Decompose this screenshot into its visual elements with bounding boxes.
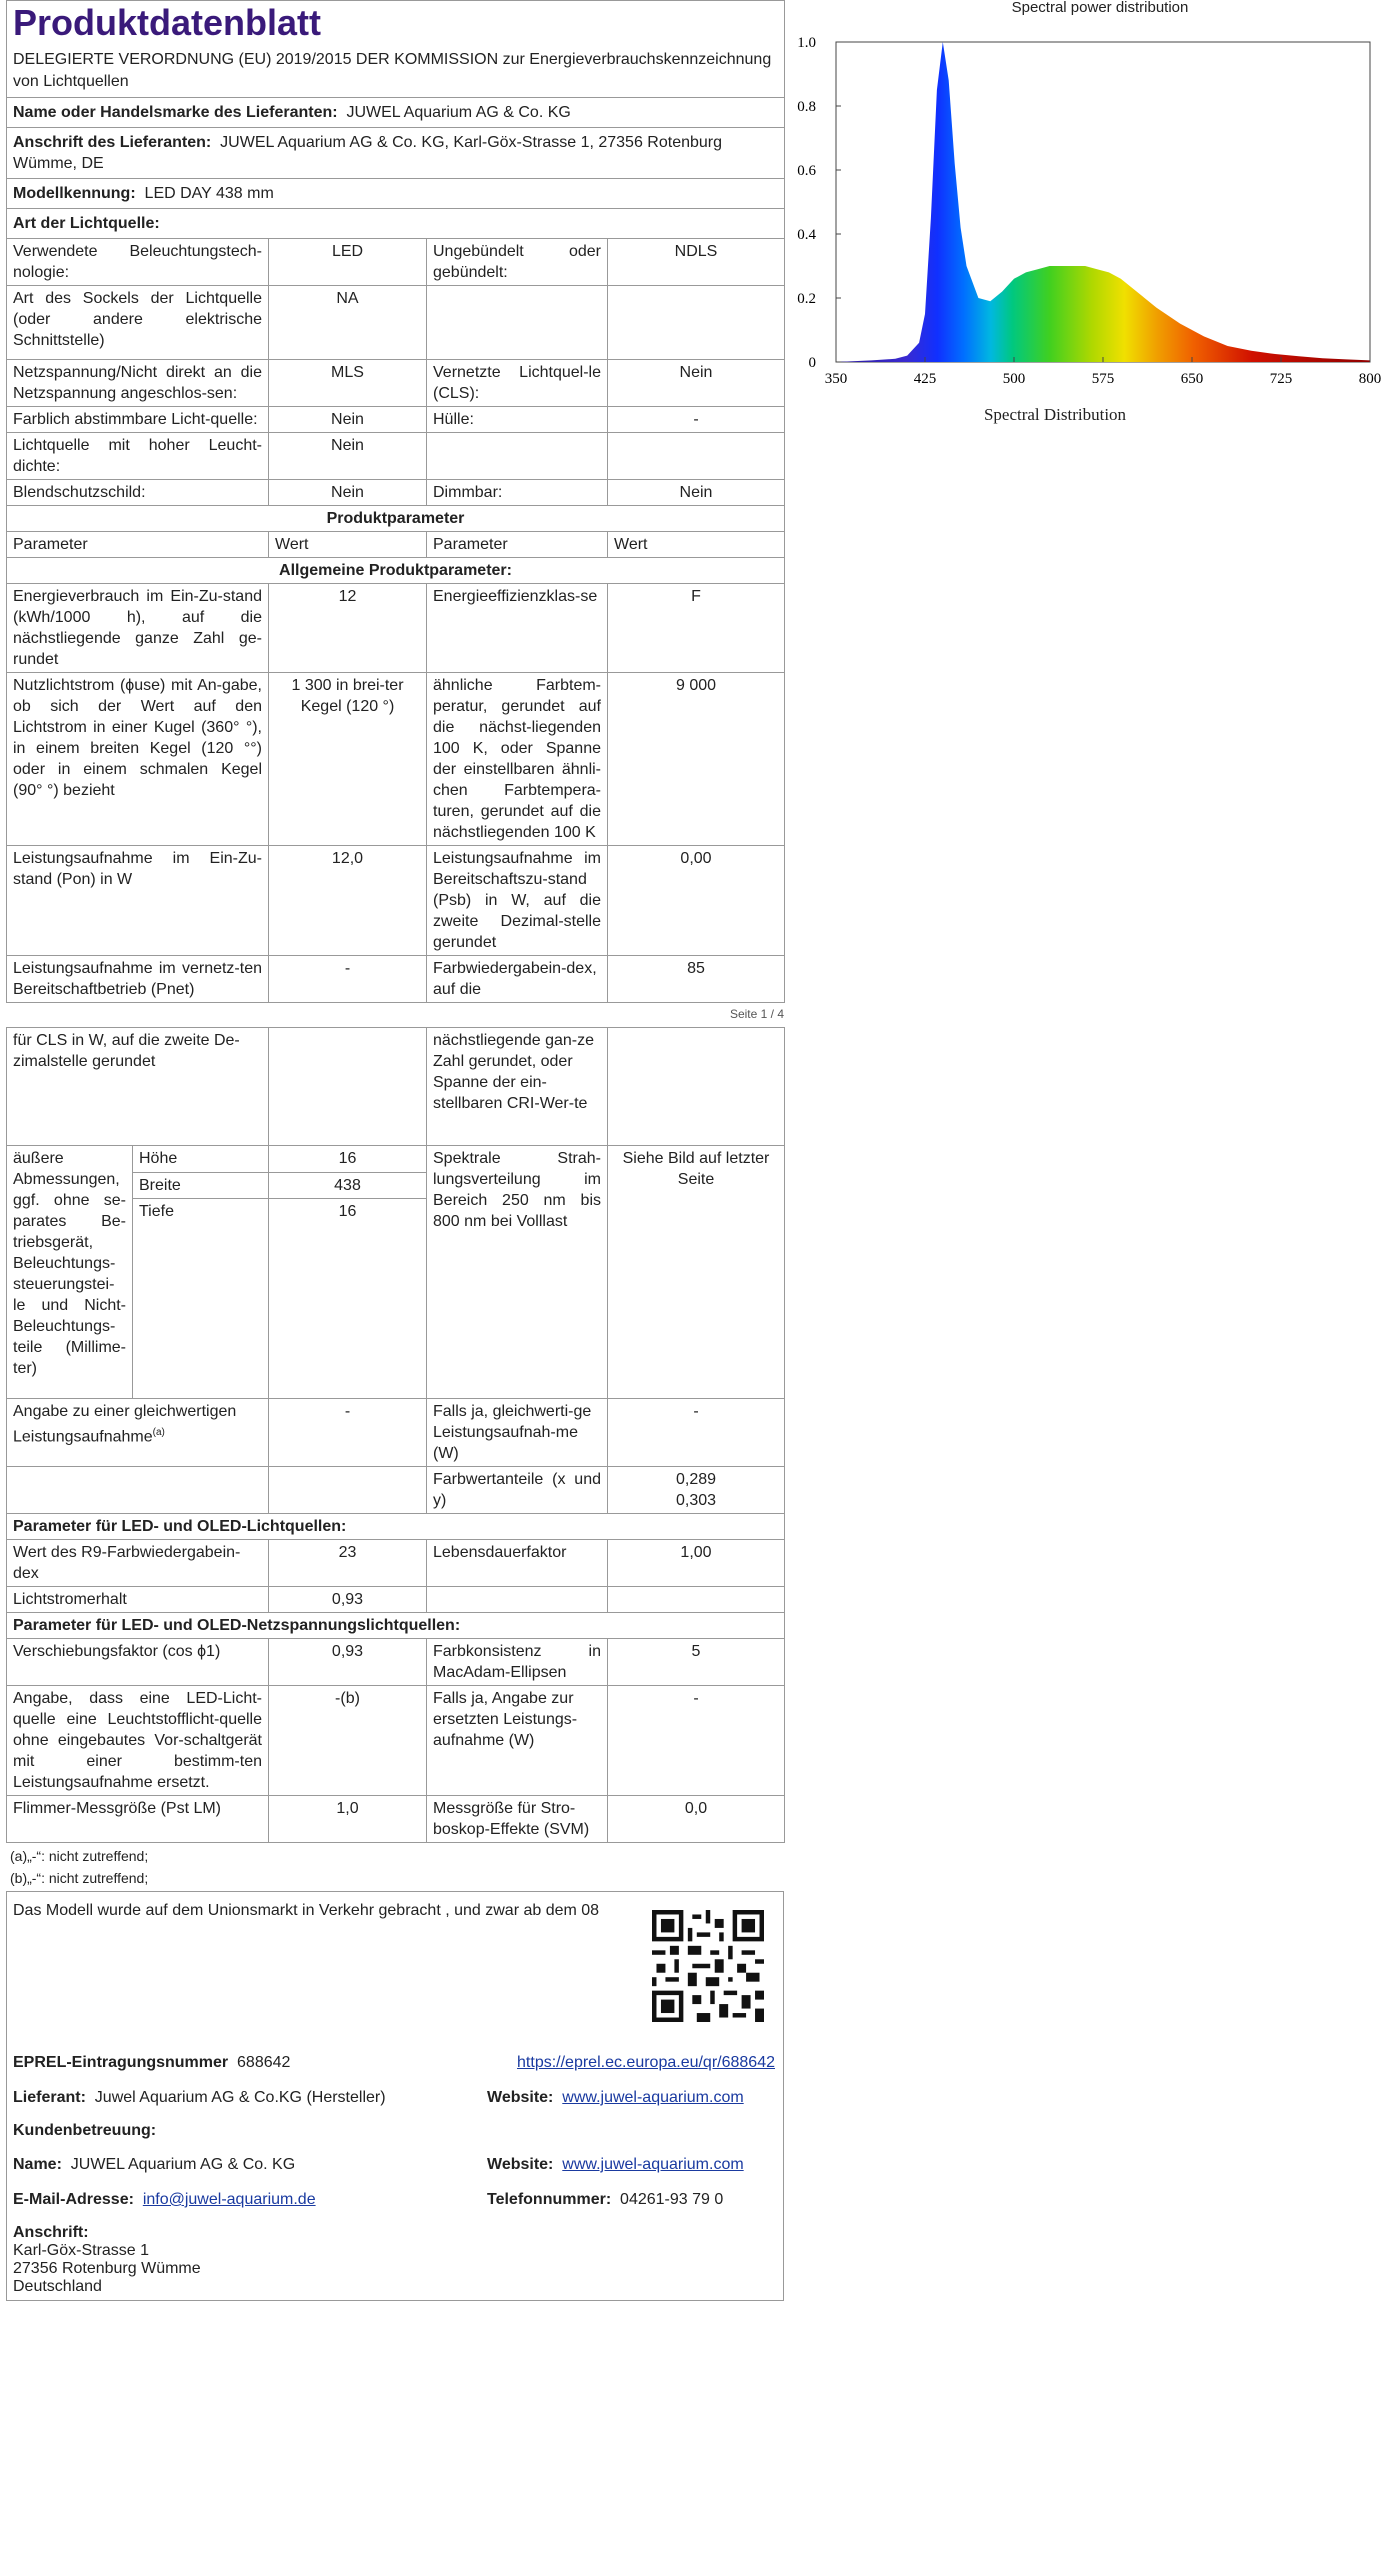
light-source-type-heading: Art der Lichtquelle: xyxy=(13,215,160,232)
x-tick-label: 350 xyxy=(824,371,848,387)
param-cell: Farbwiedergabein-dex, auf die xyxy=(427,956,608,1003)
value-cell: 0,0 xyxy=(608,1796,785,1843)
param-cell: nächstliegende gan-ze Zahl gerundet, oder Spanne der ein-stellbaren CRI-Wer-te xyxy=(427,1028,608,1146)
table-row xyxy=(7,584,785,673)
model-id: LED DAY 438 mm xyxy=(144,185,274,202)
y-tick-label: 0 xyxy=(808,355,816,371)
chroma-x: 0,289 xyxy=(675,1471,717,1488)
value-cell: NDLS xyxy=(608,239,785,286)
table-row xyxy=(7,956,785,1003)
footnotes xyxy=(6,1843,784,1891)
value-cell: - xyxy=(269,956,427,1003)
param-cell: Leistungsaufnahme im Ein-Zu-stand (Pon) in W xyxy=(7,846,269,956)
value-cell: Siehe Bild auf letzter Seite xyxy=(608,1146,785,1399)
x-tick-label: 725 xyxy=(1269,371,1293,387)
x-tick-label: 425 xyxy=(913,371,937,387)
email-link[interactable]: info@juwel-aquarium.de xyxy=(142,2191,316,2208)
value-cell: 9 000 xyxy=(608,673,785,846)
table-row xyxy=(7,1467,785,1514)
param-cell: Falls ja, Angabe zur ersetzten Leistungs-aufnahme (W) xyxy=(427,1686,608,1796)
param-cell: Angabe, dass eine LED-Licht-quelle eine Leuchtstofflicht-quelle ohne eingebautes Vor-schaltgerät mit einer bestimm-ten Leistungsaufnahme ersetzt. xyxy=(7,1686,269,1796)
x-axis-label: Spectral Distribution xyxy=(983,405,1127,424)
x-tick-label: 500 xyxy=(1002,371,1026,387)
chart-title: Spectral power distribution xyxy=(1011,0,1189,16)
value-cell: NA xyxy=(269,286,427,360)
footnote-b: (b)„-“: nicht zutreffend; xyxy=(10,1870,149,1886)
param-cell: Lichtstromerhalt xyxy=(7,1587,269,1613)
value-cell: MLS xyxy=(269,360,427,407)
dim-label: Tiefe xyxy=(133,1199,269,1399)
param-cell: Farbwertanteile (x und y) xyxy=(427,1467,608,1514)
address-line: Deutschland xyxy=(13,2278,102,2295)
param-cell: Farbkonsistenz in MacAdam-Ellipsen xyxy=(427,1639,608,1686)
website-label: Website: xyxy=(487,2089,554,2106)
param-cell: Ungebündelt oder gebündelt: xyxy=(427,239,608,286)
eprel-number: 688642 xyxy=(237,2054,291,2071)
param-cell: Wert des R9-Farbwiedergabein-dex xyxy=(7,1540,269,1587)
value-cell: - xyxy=(608,1686,785,1796)
column-header: Wert xyxy=(269,532,427,558)
table-row xyxy=(7,673,785,846)
value-cell: 12 xyxy=(269,584,427,673)
dim-value: 16 xyxy=(269,1146,427,1173)
value-cell xyxy=(608,1587,785,1613)
value-cell: Nein xyxy=(269,433,427,480)
table-row xyxy=(7,1686,785,1796)
value-cell: - xyxy=(269,1399,427,1467)
table-row xyxy=(7,407,785,433)
y-tick-label: 1.0 xyxy=(797,35,816,51)
param-cell xyxy=(427,286,608,360)
value-cell: 85 xyxy=(608,956,785,1003)
value-cell: 1,0 xyxy=(269,1796,427,1843)
address-label: Anschrift: xyxy=(13,2224,89,2241)
website-link[interactable]: www.juwel-aquarium.com xyxy=(562,2156,744,2173)
eprel-label: EPREL-Eintragungsnummer xyxy=(13,2054,229,2071)
table-row xyxy=(7,433,785,480)
param-cell: Energieverbrauch im Ein-Zu-stand (kWh/1000 h), auf die nächstliegende ganze Zahl ge-rundet xyxy=(7,584,269,673)
table-row xyxy=(7,1399,785,1467)
param-cell: Falls ja, gleichwerti-ge Leistungsaufnah-me (W) xyxy=(427,1399,608,1467)
param-cell: für CLS in W, auf die zweite De-zimalstelle gerundet xyxy=(7,1028,269,1146)
table-row xyxy=(7,360,785,407)
page-title: Produktdatenblatt xyxy=(13,2,322,43)
value-cell xyxy=(608,433,785,480)
x-tick-label: 800 xyxy=(1358,371,1382,387)
service-name: JUWEL Aquarium AG & Co. KG xyxy=(70,2156,296,2173)
website-link[interactable]: www.juwel-aquarium.com xyxy=(562,2089,744,2106)
value-cell: 0,00 xyxy=(608,846,785,956)
phone-number: 04261-93 79 0 xyxy=(620,2191,724,2208)
y-tick-label: 0.6 xyxy=(797,163,816,179)
param-cell: Netzspannung/Nicht direkt an die Netzspannung angeschlos-sen: xyxy=(7,360,269,407)
param-cell: Art des Sockels der Lichtquelle (oder andere elektrische Schnittstelle) xyxy=(7,286,269,360)
dim-value: 438 xyxy=(269,1172,427,1199)
table-row xyxy=(7,1028,785,1146)
value-cell: 1 300 in brei-ter Kegel (120 °) xyxy=(269,673,427,846)
table-row xyxy=(7,1639,785,1686)
spectral-chart xyxy=(790,0,1390,440)
param-cell: Energieeffizienzklas-se xyxy=(427,584,608,673)
name-label: Name: xyxy=(13,2156,62,2173)
customer-service-heading: Kundenbetreuung: xyxy=(13,2122,157,2139)
footnote-a: (a)„-“: nicht zutreffend; xyxy=(10,1848,149,1864)
table-row xyxy=(7,239,785,286)
param-cell: Angabe zu einer gleichwertigen Leistungsaufnahme xyxy=(13,1403,237,1446)
table-row xyxy=(7,1796,785,1843)
param-cell: Verschiebungsfaktor (cos ϕ1) xyxy=(7,1639,269,1686)
supplier-label: Lieferant: xyxy=(13,2089,86,2106)
market-text: Das Modell wurde auf dem Unionsmarkt in Verkehr gebracht , und zwar ab dem 08 xyxy=(13,1902,600,1919)
value-cell: 0,93 xyxy=(269,1587,427,1613)
led-params-heading: Parameter für LED- und OLED-Lichtquellen: xyxy=(7,1514,785,1540)
param-cell: Lichtquelle mit hoher Leucht-dichte: xyxy=(7,433,269,480)
product-data-sheet xyxy=(6,0,784,2301)
param-cell xyxy=(427,1587,608,1613)
supplier-address-label: Anschrift des Lieferanten: xyxy=(13,134,212,151)
param-cell: Hülle: xyxy=(427,407,608,433)
param-cell: Lebensdauerfaktor xyxy=(427,1540,608,1587)
supplier: Juwel Aquarium AG & Co.KG (Hersteller) xyxy=(94,2089,386,2106)
value-cell: - xyxy=(608,1399,785,1467)
param-cell: Leistungsaufnahme im Bereitschaftszu-stand (Psb) in W, auf die zweite Dezimal-stelle gerundet xyxy=(427,846,608,956)
phone-label: Telefonnummer: xyxy=(487,2191,612,2208)
chroma-y: 0,303 xyxy=(675,1492,717,1509)
value-cell: Nein xyxy=(608,480,785,506)
param-cell: ähnliche Farbtem-peratur, gerundet auf die nächst-liegenden 100 K, oder Spanne der einstellbaren ähnli-chen Farbtempera-turen, gerundet auf die nächstliegenden 100 K xyxy=(427,673,608,846)
value-cell: -(b) xyxy=(269,1686,427,1796)
website-label: Website: xyxy=(487,2156,554,2173)
x-tick-label: 650 xyxy=(1180,371,1204,387)
address-line: 27356 Rotenburg Wümme xyxy=(13,2260,201,2277)
table-row xyxy=(7,480,785,506)
supplier-address: JUWEL Aquarium AG & Co. KG, Karl-Göx-Strasse 1, 27356 Rotenburg Wümme, DE xyxy=(13,134,723,172)
supplier-footer xyxy=(6,1891,784,2301)
address-line: Karl-Göx-Strasse 1 xyxy=(13,2242,150,2259)
table-row xyxy=(7,1587,785,1613)
regulation-text: DELEGIERTE VERORDNUNG (EU) 2019/2015 DER KOMMISSION zur Energieverbrauchskennzeichnung von Lichtquellen xyxy=(13,51,772,90)
param-cell: Leistungsaufnahme im vernetz-ten Bereitschaftbetrieb (Pnet) xyxy=(7,956,269,1003)
y-tick-label: 0.8 xyxy=(797,99,816,115)
value-cell: F xyxy=(608,584,785,673)
params-table-continued xyxy=(6,1027,785,1843)
param-cell: Messgröße für Stro-boskop-Effekte (SVM) xyxy=(427,1796,608,1843)
value-cell: 5 xyxy=(608,1639,785,1686)
column-header: Parameter xyxy=(7,532,269,558)
general-params-heading: Allgemeine Produktparameter: xyxy=(7,558,785,584)
param-cell: Verwendete Beleuchtungstech-nologie: xyxy=(7,239,269,286)
supplier-name: JUWEL Aquarium AG & Co. KG xyxy=(346,104,571,121)
mains-params-heading: Parameter für LED- und OLED-Netzspannungslichtquellen: xyxy=(7,1613,785,1639)
value-cell: 0,93 xyxy=(269,1639,427,1686)
table-row xyxy=(7,1540,785,1587)
param-cell: Farblich abstimmbare Licht-quelle: xyxy=(7,407,269,433)
dim-value: 16 xyxy=(269,1199,427,1399)
param-cell: Nutzlichtstrom (ϕuse) mit An-gabe, ob sich der Wert auf den Lichtstrom in einer Kugel (360° °), in einem breiten Kegel (120 °°) oder in einem schmalen Kegel (90° °) bezieht xyxy=(7,673,269,846)
dim-label: Breite xyxy=(133,1172,269,1199)
product-params-heading: Produktparameter xyxy=(7,506,785,532)
header-table xyxy=(6,0,785,1003)
param-cell: Spektrale Strah-lungsverteilung im Bereich 250 nm bis 800 nm bei Volllast xyxy=(427,1146,608,1399)
table-row xyxy=(7,846,785,956)
x-tick-label: 575 xyxy=(1091,371,1115,387)
value-cell: - xyxy=(608,407,785,433)
value-cell: Nein xyxy=(608,360,785,407)
dimensions-label: äußere Abmessungen, ggf. ohne se-parates Be-triebsgerät, Beleuchtungs-steuerungstei-le und Nicht-Beleuchtungs-teile (Millime-ter) xyxy=(7,1146,133,1399)
supplier-name-label: Name oder Handelsmarke des Lieferanten: xyxy=(13,104,338,121)
value-cell: 23 xyxy=(269,1540,427,1587)
value-cell: Nein xyxy=(269,480,427,506)
email-label: E-Mail-Adresse: xyxy=(13,2191,134,2208)
param-cell: Flimmer-Messgröße (Pst LM) xyxy=(7,1796,269,1843)
value-cell: 12,0 xyxy=(269,846,427,956)
y-tick-label: 0.2 xyxy=(797,291,816,307)
param-cell: Vernetzte Lichtquel-le (CLS): xyxy=(427,360,608,407)
table-row xyxy=(7,286,785,360)
footnote-ref: (a) xyxy=(152,1427,165,1438)
page-number: Seite 1 / 4 xyxy=(729,1007,784,1021)
page-break xyxy=(6,1003,784,1027)
param-cell: Dimmbar: xyxy=(427,480,608,506)
dimensions-row xyxy=(7,1146,785,1173)
value-cell: Nein xyxy=(269,407,427,433)
eprel-link[interactable]: https://eprel.ec.europa.eu/qr/688642 xyxy=(517,2054,775,2071)
column-header: Parameter xyxy=(427,532,608,558)
model-label: Modellkennung: xyxy=(13,185,136,202)
value-cell: LED xyxy=(269,239,427,286)
y-tick-label: 0.4 xyxy=(797,227,816,243)
column-header: Wert xyxy=(608,532,785,558)
param-cell xyxy=(427,433,608,480)
param-cell: Blendschutzschild: xyxy=(7,480,269,506)
qr-code-icon xyxy=(652,1910,764,2022)
dim-label: Höhe xyxy=(133,1146,269,1173)
value-cell xyxy=(608,286,785,360)
value-cell: 1,00 xyxy=(608,1540,785,1587)
